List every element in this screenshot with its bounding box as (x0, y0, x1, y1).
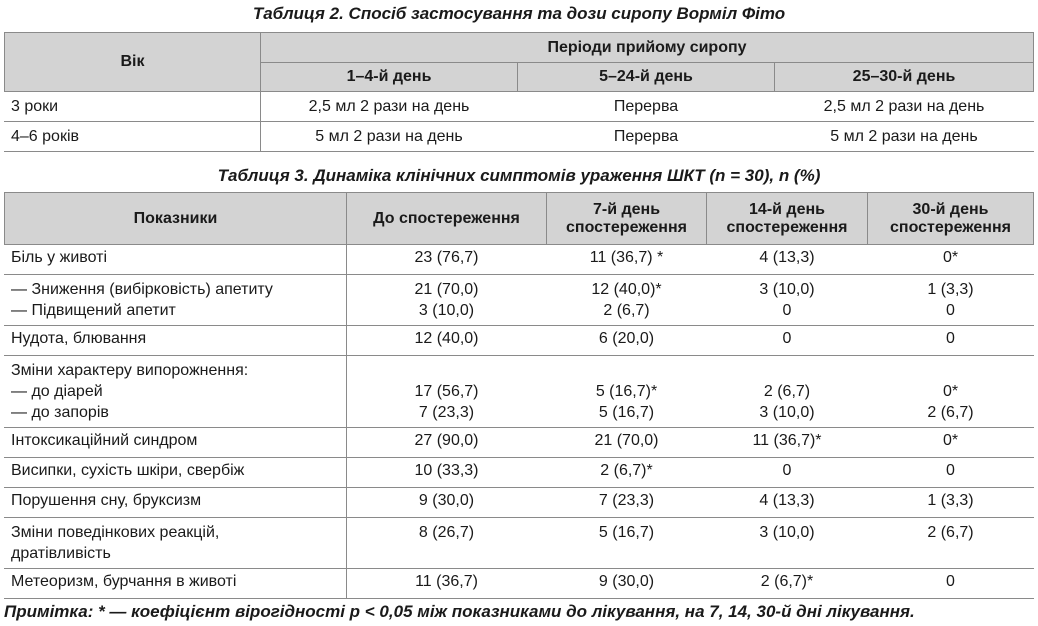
value-cell (547, 488, 707, 518)
dose-cell: Перерва (518, 92, 775, 122)
cell-line: 2 (6,7) (763, 383, 811, 400)
value-cell (347, 275, 547, 326)
value-cell (347, 518, 547, 569)
cell-line: — Підвищений апетит (11, 302, 176, 319)
value-cell (347, 326, 547, 356)
value-cell (868, 326, 1034, 356)
indicator-cell (5, 458, 347, 488)
value-cell (868, 275, 1034, 326)
cell-line: 11 (36,7) * (589, 249, 664, 266)
cell-line: 0* (942, 249, 959, 266)
cell-line (353, 543, 540, 564)
table-row (5, 92, 1034, 122)
cell-line: 0 (946, 462, 955, 479)
value-cell (868, 569, 1034, 599)
cell-line: Нудота, блювання (11, 330, 147, 347)
dose-cell: 2,5 мл 2 рази на день (261, 92, 518, 122)
header-indicators: Показники (5, 193, 347, 245)
cell-line: 2 (6,7) (603, 302, 650, 319)
value-cell (547, 458, 707, 488)
header-period-1: 1–4-й день (261, 63, 518, 92)
value-cell (347, 428, 547, 458)
cell-line: 0 (782, 302, 792, 319)
cell-line: 21 (70,0) (594, 432, 659, 449)
cell-line: 17 (56,7) (414, 383, 479, 400)
cell-line: 0 (946, 573, 955, 590)
cell-line: 7 (23,3) (418, 404, 475, 421)
table2-title: Таблиця 2. Спосіб застосування та дози сиропу Ворміл Фіто (252, 4, 786, 23)
header-day14: 14-й день спостереження (707, 193, 868, 245)
dose-cell: Перерва (518, 122, 775, 152)
table-row (5, 569, 1034, 599)
value-cell (347, 569, 547, 599)
cell-line: дратівливість (11, 545, 111, 562)
cell-line: Зміни характеру випорожнення: (11, 362, 249, 379)
value-cell (707, 458, 868, 488)
value-cell (707, 569, 868, 599)
table-row (5, 275, 1034, 326)
symptoms-table (4, 192, 1034, 599)
dose-cell: 2,5 мл 2 рази на день (775, 92, 1034, 122)
cell-line: 0 (946, 302, 955, 319)
indicator-cell (5, 488, 347, 518)
cell-line: 3 (10,0) (759, 404, 815, 421)
cell-line (874, 543, 1027, 564)
cell-line: Порушення сну, бруксизм (11, 492, 202, 509)
cell-line: Метеоризм, бурчання в животі (11, 573, 237, 590)
cell-line: 21 (70,0) (414, 281, 479, 298)
cell-line: Інтоксикаційний синдром (11, 432, 198, 449)
cell-line: 6 (20,0) (598, 330, 655, 347)
value-cell (547, 275, 707, 326)
header-period-3: 25–30-й день (775, 63, 1034, 92)
dosage-table (4, 32, 1034, 152)
value-cell (547, 518, 707, 569)
cell-line: Зміни поведінкових реакцій, (11, 524, 220, 541)
value-cell (547, 569, 707, 599)
header-age: Вік (5, 33, 261, 92)
table-row (5, 326, 1034, 356)
value-cell (547, 428, 707, 458)
value-cell (707, 428, 868, 458)
cell-line (553, 543, 700, 564)
cell-line: 9 (30,0) (418, 492, 475, 509)
cell-line: 0* (942, 432, 959, 449)
value-cell (868, 458, 1034, 488)
table-row (5, 428, 1034, 458)
value-cell (868, 518, 1034, 569)
table3-title: Таблиця 3. Динаміка клінічних симптомів ураження ШКТ (n = 30), n (%) (217, 166, 821, 185)
value-cell (547, 245, 707, 275)
value-cell (707, 245, 868, 275)
table-row (5, 458, 1034, 488)
cell-line: 0 (782, 330, 792, 347)
cell-line: 3 (10,0) (759, 524, 815, 541)
indicator-cell (5, 428, 347, 458)
cell-line: 4 (13,3) (759, 249, 815, 266)
indicator-cell (5, 326, 347, 356)
indicator-cell (5, 569, 347, 599)
value-cell (347, 458, 547, 488)
age-cell: 3 роки (5, 92, 261, 122)
table-row (5, 518, 1034, 569)
dose-cell: 5 мл 2 рази на день (775, 122, 1034, 152)
value-cell (868, 245, 1034, 275)
header-day30: 30-й день спостереження (868, 193, 1034, 245)
cell-line: 5 (16,7) (598, 404, 655, 421)
cell-line: 5 (16,7)* (595, 383, 658, 400)
dose-cell: 5 мл 2 рази на день (261, 122, 518, 152)
value-cell (347, 356, 547, 428)
cell-line: 27 (90,0) (414, 432, 479, 449)
cell-line: 11 (36,7)* (752, 432, 822, 449)
value-cell (347, 488, 547, 518)
cell-line: — до запорів (11, 404, 109, 421)
cell-line: 2 (6,7)* (600, 462, 653, 479)
indicator-cell (5, 356, 347, 428)
cell-line: 5 (16,7) (598, 524, 655, 541)
cell-line (874, 360, 1027, 381)
table-row (5, 245, 1034, 275)
cell-line: 7 (23,3) (598, 492, 655, 509)
header-periods: Періоди прийому сиропу (261, 33, 1034, 63)
table-row (5, 122, 1034, 152)
cell-line: 0* (942, 383, 959, 400)
cell-line: 2 (6,7)* (760, 573, 814, 590)
indicator-cell (5, 245, 347, 275)
cell-line: 8 (26,7) (418, 524, 475, 541)
age-cell: 4–6 років (5, 122, 261, 152)
value-cell (868, 428, 1034, 458)
value-cell (707, 518, 868, 569)
table-row (5, 488, 1034, 518)
cell-line: 12 (40,0) (414, 330, 479, 347)
value-cell (868, 356, 1034, 428)
symptoms-table-body (5, 245, 1034, 599)
value-cell (707, 356, 868, 428)
value-cell (707, 326, 868, 356)
header-before: До спостереження (347, 193, 547, 245)
cell-line: 4 (13,3) (759, 492, 815, 509)
value-cell (707, 275, 868, 326)
cell-line: 3 (10,0) (759, 281, 815, 298)
cell-line: Висипки, сухість шкіри, свербіж (11, 462, 245, 479)
indicator-cell (5, 518, 347, 569)
cell-line: 1 (3,3) (927, 492, 974, 509)
cell-line: 2 (6,7) (927, 404, 974, 421)
value-cell (547, 356, 707, 428)
cell-line: 23 (76,7) (414, 249, 479, 266)
value-cell (868, 488, 1034, 518)
cell-line: 12 (40,0)* (591, 281, 662, 298)
cell-line: 11 (36,7) (415, 573, 478, 590)
header-period-2: 5–24-й день (518, 63, 775, 92)
value-cell (707, 488, 868, 518)
cell-line: — Зниження (вибірковість) апетиту (11, 281, 273, 298)
table-row (5, 356, 1034, 428)
cell-line (353, 360, 540, 381)
cell-line: Біль у животі (11, 249, 108, 266)
value-cell (547, 326, 707, 356)
cell-line: 0 (946, 330, 955, 347)
cell-line: 9 (30,0) (598, 573, 655, 590)
value-cell (347, 245, 547, 275)
cell-line: 0 (782, 462, 792, 479)
cell-line: — до діарей (11, 383, 103, 400)
header-day7: 7-й день спостереження (547, 193, 707, 245)
cell-line: 2 (6,7) (927, 524, 974, 541)
cell-line: 3 (10,0) (418, 302, 475, 319)
cell-line: 10 (33,3) (414, 462, 479, 479)
cell-line (713, 543, 861, 564)
cell-line (553, 360, 700, 381)
cell-line (713, 360, 861, 381)
cell-line: 1 (3,3) (927, 281, 974, 298)
footnote: Примітка: * — коефіцієнт вірогідності p < 0,05 між показниками до лікування, на 7, 14, 30-й дні лікування. (4, 602, 915, 621)
indicator-cell (5, 275, 347, 326)
